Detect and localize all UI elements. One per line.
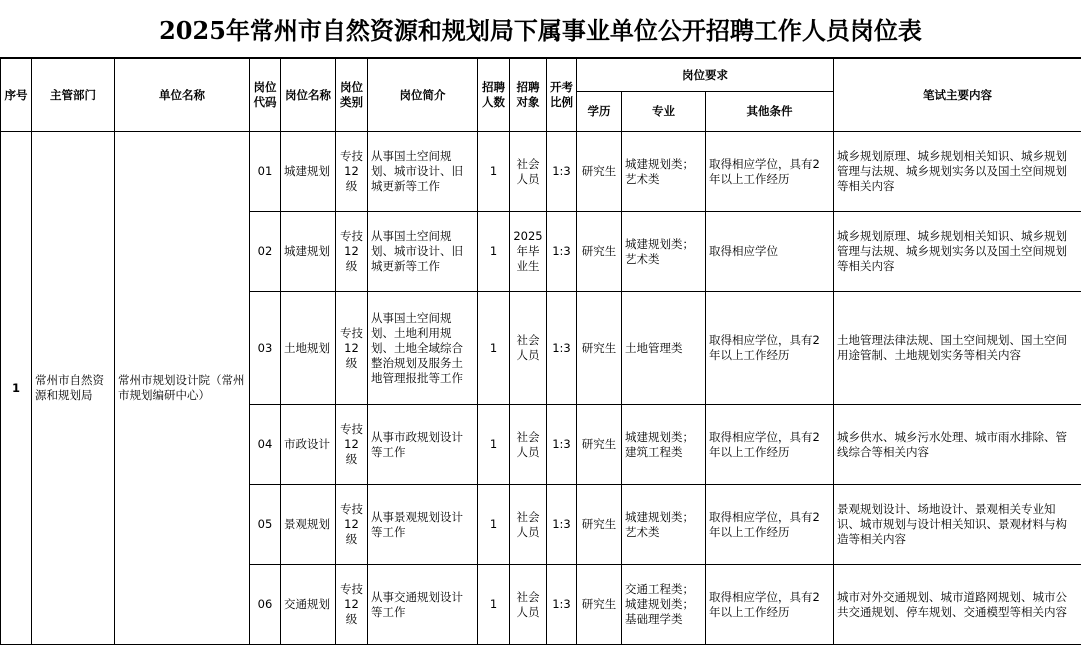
hire-target: 社会人员 [510,405,547,485]
major: 交通工程类；城建规划类；基础理学类 [622,565,706,645]
header-edu: 学历 [577,92,622,132]
hire-count: 1 [478,292,510,405]
education: 研究生 [577,132,622,212]
exam-content: 城乡供水、城乡污水处理、城市雨水排除、管线综合等相关内容 [834,405,1081,485]
header-intro: 岗位简介 [368,59,478,132]
education: 研究生 [577,485,622,565]
hire-count: 1 [478,565,510,645]
header-target: 招聘对象 [510,59,547,132]
position-name: 交通规划 [281,565,336,645]
header-seq: 序号 [1,59,32,132]
position-code: 02 [250,212,281,292]
hire-target: 社会人员 [510,485,547,565]
major: 土地管理类 [622,292,706,405]
major: 城建规划类；艺术类 [622,485,706,565]
dept-name: 常州市自然资源和规划局 [32,132,115,645]
hire-target: 2025年毕业生 [510,212,547,292]
exam-ratio: 1:3 [547,485,577,565]
hire-count: 1 [478,132,510,212]
header-row-1 [1,59,1081,92]
hire-count: 1 [478,212,510,292]
hire-count: 1 [478,485,510,565]
other-conditions: 取得相应学位，具有2年以上工作经历 [706,292,834,405]
other-conditions: 取得相应学位 [706,212,834,292]
header-exam: 笔试主要内容 [834,59,1081,132]
header-dept: 主管部门 [32,59,115,132]
position-type: 专技12级 [336,132,368,212]
exam-content: 土地管理法律法规、国土空间规划、国土空间用途管制、土地规划实务等相关内容 [834,292,1081,405]
position-code: 04 [250,405,281,485]
header-other: 其他条件 [706,92,834,132]
position-name: 城建规划 [281,212,336,292]
exam-ratio: 1:3 [547,405,577,485]
major: 城建规划类；艺术类 [622,132,706,212]
hire-count: 1 [478,405,510,485]
header-count: 招聘人数 [478,59,510,132]
other-conditions: 取得相应学位，具有2年以上工作经历 [706,565,834,645]
exam-content: 城市对外交通规划、城市道路网规划、城市公共交通规划、停车规划、交通模型等相关内容 [834,565,1081,645]
position-code: 06 [250,565,281,645]
exam-ratio: 1:3 [547,565,577,645]
position-name: 土地规划 [281,292,336,405]
education: 研究生 [577,212,622,292]
education: 研究生 [577,565,622,645]
position-code: 05 [250,485,281,565]
major: 城建规划类；建筑工程类 [622,405,706,485]
header-type: 岗位类别 [336,59,368,132]
position-type: 专技12级 [336,565,368,645]
header-requirements: 岗位要求 [577,59,834,92]
other-conditions: 取得相应学位，具有2年以上工作经历 [706,405,834,485]
exam-ratio: 1:3 [547,212,577,292]
exam-content: 城乡规划原理、城乡规划相关知识、城乡规划管理与法规、城乡规划实务以及国土空间规划等相关内容 [834,132,1081,212]
position-intro: 从事国土空间规划、城市设计、旧城更新等工作 [368,212,478,292]
other-conditions: 取得相应学位，具有2年以上工作经历 [706,485,834,565]
exam-content: 景观规划设计、场地设计、景观相关专业知识、城市规划与设计相关知识、景观材料与构造等相关内容 [834,485,1081,565]
position-intro: 从事市政规划设计等工作 [368,405,478,485]
position-code: 03 [250,292,281,405]
position-type: 专技12级 [336,292,368,405]
unit-name: 常州市规划设计院（常州市规划编研中心） [115,132,250,645]
table-row [1,132,1081,212]
exam-ratio: 1:3 [547,132,577,212]
position-type: 专技12级 [336,212,368,292]
exam-ratio: 1:3 [547,292,577,405]
exam-content: 城乡规划原理、城乡规划相关知识、城乡规划管理与法规、城乡规划实务以及国土空间规划等相关内容 [834,212,1081,292]
education: 研究生 [577,292,622,405]
header-ratio: 开考比例 [547,59,577,132]
position-intro: 从事交通规划设计等工作 [368,565,478,645]
recruitment-table [0,58,1081,645]
position-intro: 从事景观规划设计等工作 [368,485,478,565]
seq-number: 1 [1,132,32,645]
position-intro: 从事国土空间规划、土地利用规划、土地全域综合整治规划及服务土地管理报批等工作 [368,292,478,405]
page-title: 2025年常州市自然资源和规划局下属事业单位公开招聘工作人员岗位表 [0,0,1081,58]
hire-target: 社会人员 [510,292,547,405]
other-conditions: 取得相应学位，具有2年以上工作经历 [706,132,834,212]
header-major: 专业 [622,92,706,132]
position-name: 市政设计 [281,405,336,485]
position-name: 城建规划 [281,132,336,212]
position-intro: 从事国土空间规划、城市设计、旧城更新等工作 [368,132,478,212]
position-name: 景观规划 [281,485,336,565]
position-type: 专技12级 [336,405,368,485]
major: 城建规划类；艺术类 [622,212,706,292]
position-code: 01 [250,132,281,212]
header-code: 岗位代码 [250,59,281,132]
hire-target: 社会人员 [510,132,547,212]
header-unit: 单位名称 [115,59,250,132]
education: 研究生 [577,405,622,485]
position-type: 专技12级 [336,485,368,565]
hire-target: 社会人员 [510,565,547,645]
header-name: 岗位名称 [281,59,336,132]
